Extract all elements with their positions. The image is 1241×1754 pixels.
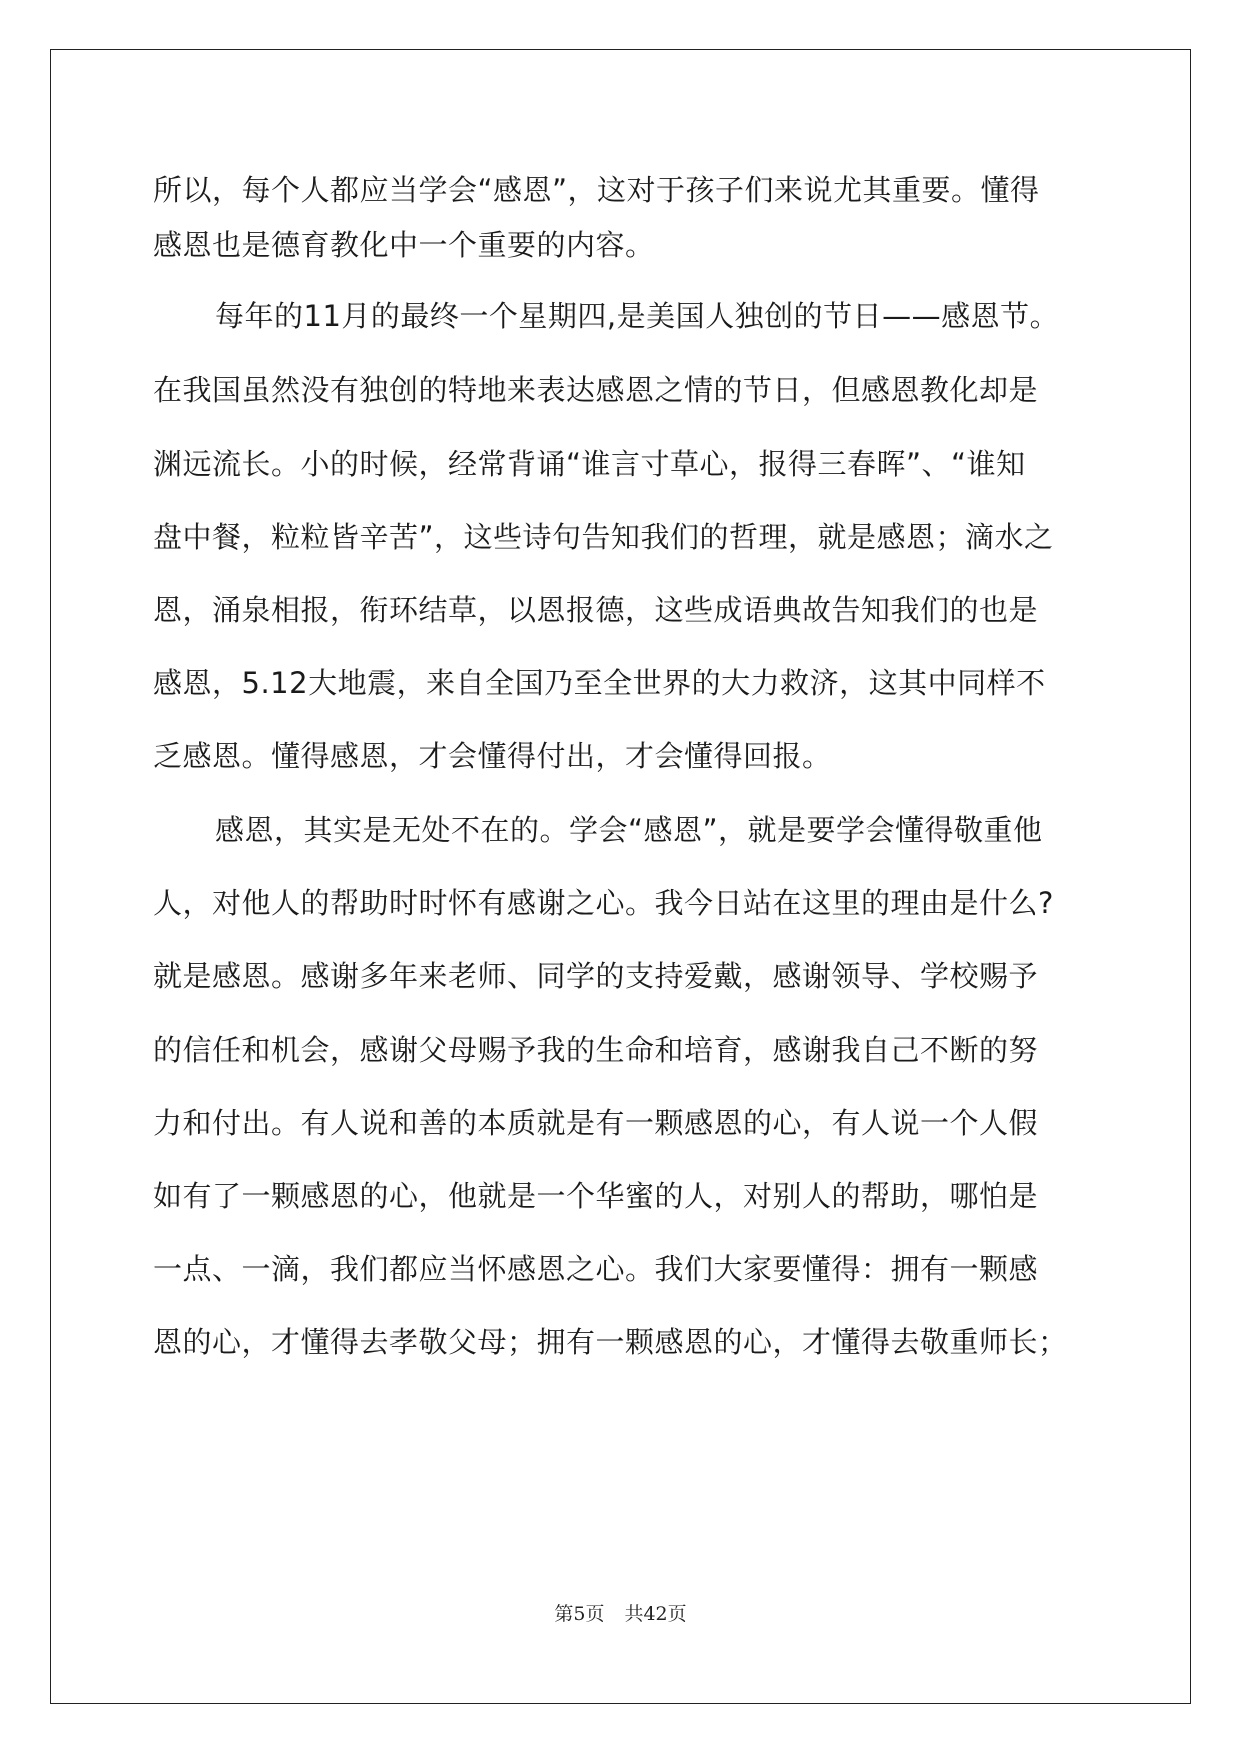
text-line: 如有了一颗感恩的心，他就是一个华蜜的人，对别人的帮助，哪怕是 xyxy=(153,1179,1039,1213)
text-line: 感恩，5.12大地震，来自全国乃至全世界的大力救济，这其中同样不 xyxy=(153,666,1046,700)
paragraph-first-line: 感恩，其实是无处不在的。学会“感恩”，就是要学会懂得敬重他 xyxy=(215,813,1043,847)
text-line: 所以，每个人都应当学会“感恩”，这对于孩子们来说尤其重要。懂得 xyxy=(153,173,1040,207)
text-line: 在我国虽然没有独创的特地来表达感恩之情的节日，但感恩教化却是 xyxy=(153,373,1039,407)
text-line: 一点、一滴，我们都应当怀感恩之心。我们大家要懂得：拥有一颗感 xyxy=(153,1252,1039,1286)
page-total: 共42页 xyxy=(624,1603,687,1625)
text-line: 的信任和机会，感谢父母赐予我的生命和培育，感谢我自己不断的努 xyxy=(153,1033,1039,1067)
text-line: 感恩也是德育教化中一个重要的内容。 xyxy=(153,228,655,262)
text-line: 盘中餐，粒粒皆辛苦”，这些诗句告知我们的哲理，就是感恩；滴水之 xyxy=(153,520,1054,554)
text-line: 人，对他人的帮助时时怀有感谢之心。我今日站在这里的理由是什么? xyxy=(153,886,1054,920)
text-line: 恩，涌泉相报，衔环结草，以恩报德，这些成语典故告知我们的也是 xyxy=(153,593,1039,627)
text-line: 力和付出。有人说和善的本质就是有一颗感恩的心，有人说一个人假 xyxy=(153,1106,1039,1140)
text-line: 渊远流长。小的时候，经常背诵“谁言寸草心，报得三春晖”、“谁知 xyxy=(153,447,1026,481)
text-line: 就是感恩。感谢多年来老师、同学的支持爱戴，感谢领导、学校赐予 xyxy=(153,959,1039,993)
text-line: 乏感恩。懂得感恩，才会懂得付出，才会懂得回报。 xyxy=(153,739,832,773)
text-line: 恩的心，才懂得去孝敬父母；拥有一颗感恩的心，才懂得去敬重师长； xyxy=(153,1325,1068,1359)
page-number: 第5页 xyxy=(554,1603,605,1625)
paragraph-first-line: 每年的11月的最终一个星期四,是美国人独创的节日——感恩节。 xyxy=(215,299,1060,333)
page-footer xyxy=(0,1602,1241,1626)
